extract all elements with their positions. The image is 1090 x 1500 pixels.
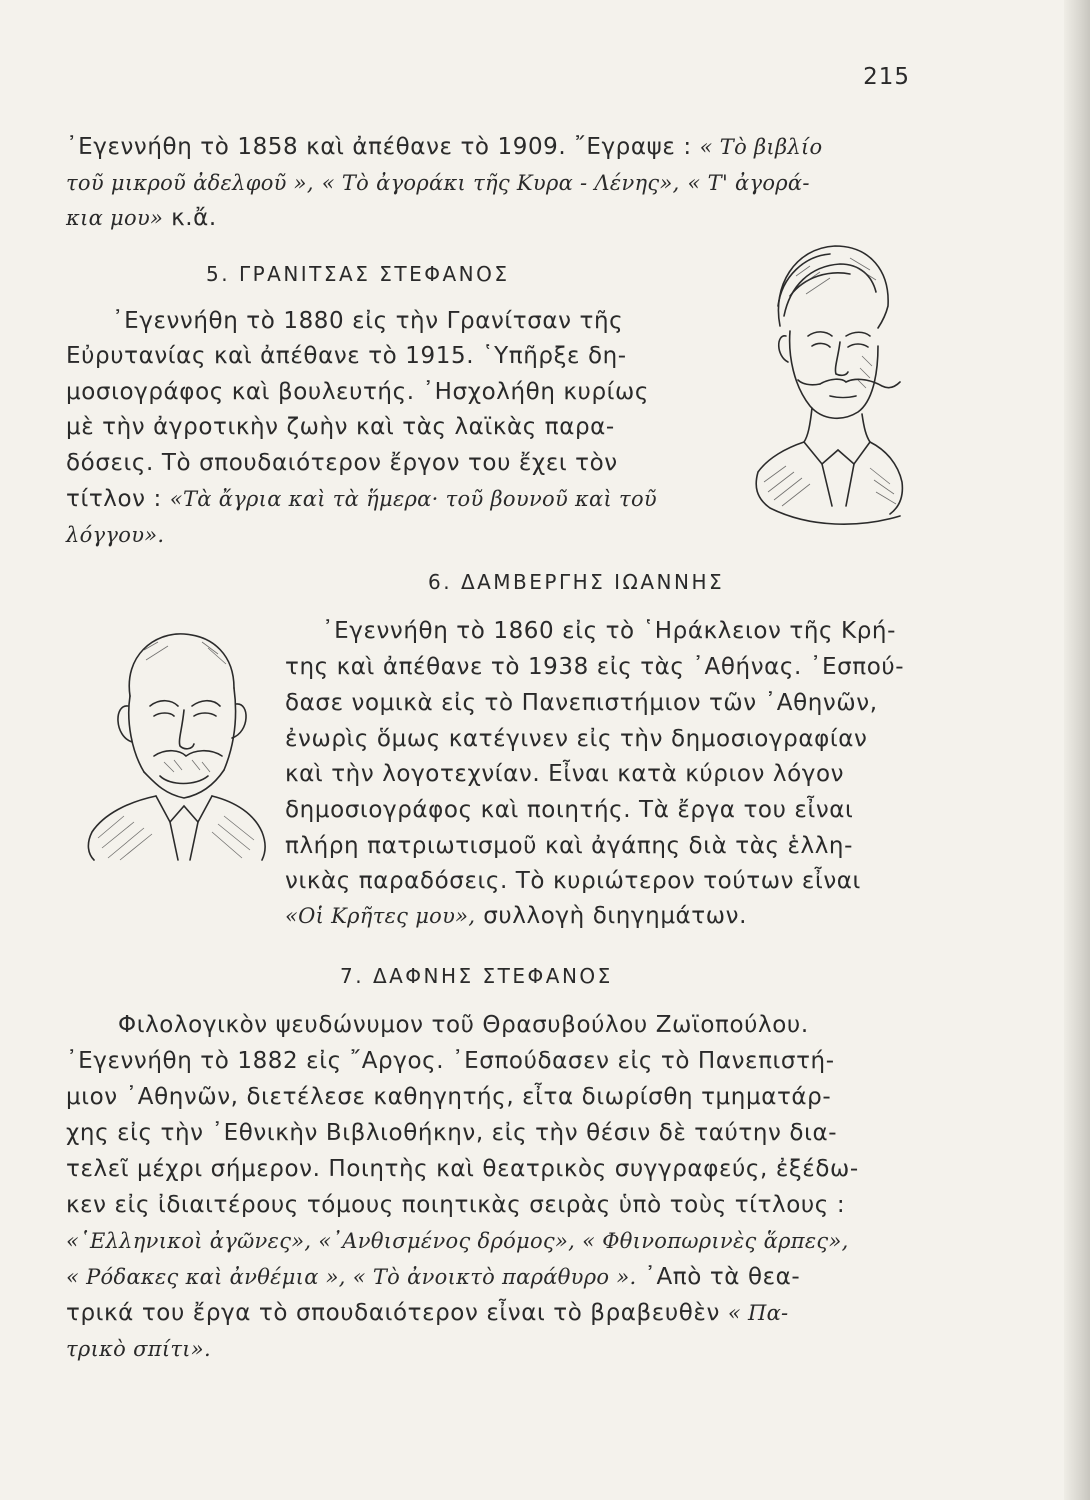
work-title-italic: «Τὰ ἄγρια καὶ τὰ ἥμερα· τοῦ βουνοῦ καὶ τοῦ [169, 487, 657, 511]
intro-line-3 [66, 203, 217, 233]
section-6-line: ᾿Εγεννήθη τὸ 1860 εἰς τὸ ῾Ηράκλειον τῆς Κρή- [322, 618, 896, 644]
section-5-line: δόσεις. Τὸ σπουδαιότερον ἔργον του ἔχει τὸν [66, 450, 618, 476]
work-title-italic: « Ρόδακες καὶ ἀνθέμια », « Τὸ ἀνοικτὸ παράθυρο ». [66, 1265, 637, 1289]
section-6-last-line [285, 901, 747, 931]
section-7-titles-line: «῾Ελληνικοὶ ἀγῶνες», «᾿Ανθισμένος δρόμος», « Φθινοπωρινὲς ἅρπες», [66, 1229, 849, 1253]
section-5-title-line [66, 484, 657, 514]
section-7-titles-line-2 [66, 1262, 800, 1292]
work-title-italic: «Οἱ Κρῆτες μου», [285, 904, 476, 928]
intro-title-italic: τοῦ μικροῦ ἀδελφοῦ », [66, 171, 314, 195]
work-title-italic: λόγγου». [66, 523, 165, 547]
intro-line-1 [66, 132, 823, 162]
page-number: 215 [863, 64, 910, 90]
section-7-heading: 7. ΔΑΦΝΗΣ ΣΤΕΦΑΝΟΣ [340, 964, 613, 988]
section-6-line: ἐνωρὶς ὅμως κατέγινεν εἰς τὴν δημοσιογραφίαν [285, 726, 868, 752]
section-6-line: καὶ τὴν λογοτεχνίαν. Εἶναι κατὰ κύριον λόγον [285, 761, 845, 787]
section-6-line: δασε νομικὰ εἰς τὸ Πανεπιστήμιον τῶν ᾿Αθηνῶν, [285, 690, 878, 716]
title-prefix: τίτλον : [66, 486, 162, 512]
work-title-italic: « Πα- [727, 1301, 789, 1325]
section-5-heading: 5. ΓΡΑΝΙΤΣΑΣ ΣΤΕΦΑΝΟΣ [206, 262, 510, 286]
intro-title-italic: κια μου» [66, 206, 164, 230]
section-6-heading: 6. ΔΑΜΒΕΡΓΗΣ ΙΩΑΝΝΗΣ [428, 570, 725, 594]
section-5-line: μὲ τὴν ἀγροτικὴν ζωὴν καὶ τὰς λαϊκὰς παρα- [66, 414, 615, 440]
section-5-line: ᾿Εγεννήθη τὸ 1880 εἰς τὴν Γρανίτσαν τῆς [112, 308, 624, 334]
portrait-granitsas-engraving [750, 236, 910, 528]
intro-title-italic: « Τὸ βιβλίο [699, 135, 823, 159]
section-5-title-line-2 [66, 520, 164, 550]
intro-title-italic: « Τὸ ἀγοράκι τῆς Κυρα - Λένης», [321, 171, 680, 195]
section-6-line: της καὶ ἀπέθανε τὸ 1938 εἰς τὰς ᾿Αθήνας. ᾿Εσπού- [285, 654, 905, 680]
section-7-line: Φιλολογικὸν ψευδώνυμον τοῦ Θρασυβούλου Ζωϊοπούλου. [118, 1012, 809, 1038]
portrait-damvergis-engraving [84, 626, 268, 862]
section-6-line: δημοσιογράφος καὶ ποιητής. Τὰ ἔργα του εἶναι [285, 797, 854, 823]
section-7-line: κεν εἰς ἰδιαιτέρους τόμους ποιητικὰς σειρὰς ὑπὸ τοὺς τίτλους : [66, 1192, 846, 1218]
intro-text: ᾿Εγεννήθη τὸ 1858 καὶ ἀπέθανε τὸ 1909. ῎Εγραψε : [66, 134, 692, 160]
section-5-line: μοσιογράφος καὶ βουλευτής. ᾿Ησχολήθη κυρίως [66, 379, 650, 405]
intro-title-italic: « Τ' ἀγορά- [687, 171, 810, 195]
book-spine-shadow [1064, 0, 1090, 1500]
section-7-line-10: τρικὸ σπίτι». [66, 1337, 211, 1361]
work-description: συλλογὴ διηγημάτων. [483, 903, 747, 929]
section-7-line: τελεῖ μέχρι σήμερον. Ποιητὴς καὶ θεατρικὸς συγγραφεύς, ἐξέδω- [66, 1156, 859, 1182]
section-5-line: Εὐρυτανίας καὶ ἀπέθανε τὸ 1915. ῾Υπῆρξε δη- [66, 343, 627, 369]
section-7-line: χης εἰς τὴν ᾿Εθνικὴν Βιβλιοθήκην, εἰς τὴν θέσιν δὲ ταύτην δια- [66, 1120, 838, 1146]
section-7-line: μιον ᾿Αθηνῶν, διετέλεσε καθηγητής, εἶτα διωρίσθη τμηματάρ- [66, 1084, 832, 1110]
section-7-line-9 [66, 1298, 788, 1328]
intro-line-2 [66, 168, 810, 198]
section-6-line: πλήρη πατριωτισμοῦ καὶ ἀγάπης διὰ τὰς ἑλλη- [285, 833, 854, 859]
section-6-line: νικὰς παραδόσεις. Τὸ κυριώτερον τούτων εἶναι [285, 868, 861, 894]
intro-text: κ.ἄ. [171, 205, 217, 231]
section-7-text: τρικά του ἔργα τὸ σπουδαιότερον εἶναι τὸ βραβευθὲν [66, 1300, 720, 1326]
section-7-text: ᾿Απὸ τὰ θεα- [644, 1264, 801, 1290]
section-7-line: ᾿Εγεννήθη τὸ 1882 εἰς ῎Αργος. ᾿Εσπούδασεν εἰς τὸ Πανεπιστή- [66, 1048, 835, 1074]
